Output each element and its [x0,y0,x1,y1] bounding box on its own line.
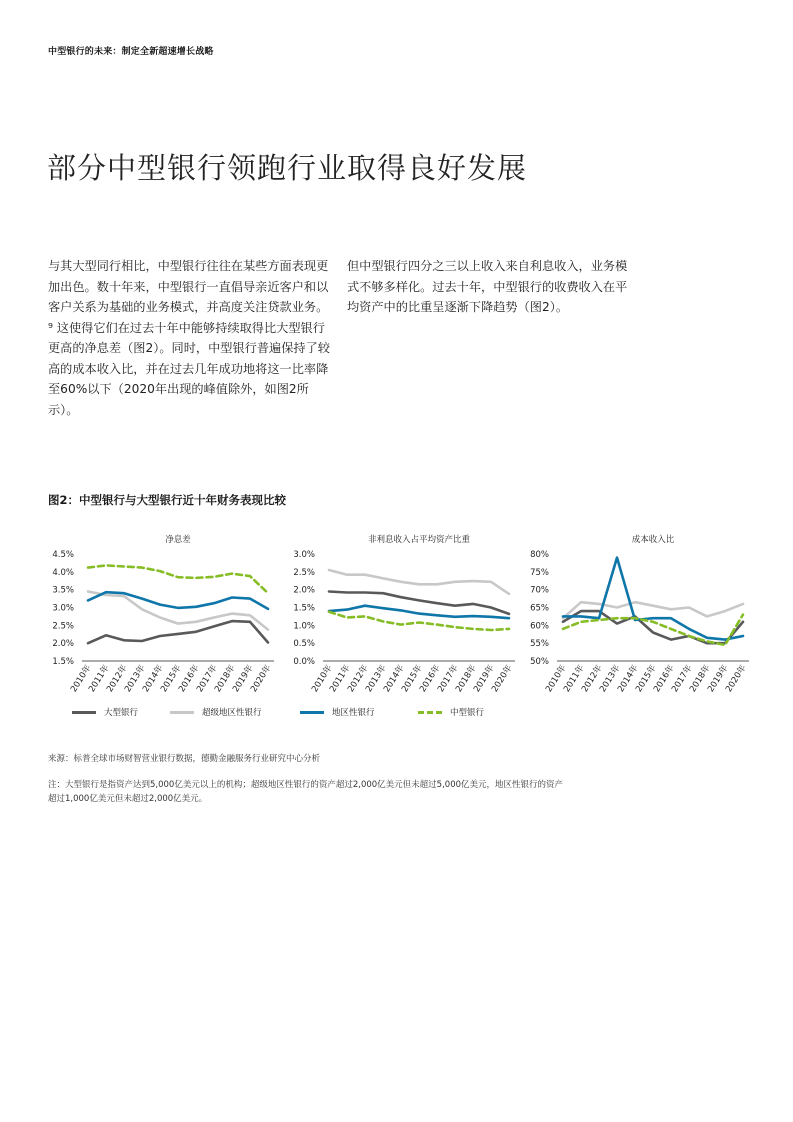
series-line-2 [329,606,509,619]
chart-nonint-svg [289,532,529,697]
x-tick-label: 2014年 [141,663,166,695]
x-tick-label: 2017年 [436,663,461,695]
chart-cost-svg [523,532,763,697]
x-tick-label: 2011年 [562,663,587,695]
x-tick-label: 2019年 [472,663,497,695]
x-tick-label: 2018年 [688,663,713,695]
chart-nim-svg [48,532,288,697]
x-tick-label: 2013年 [598,663,623,695]
y-tick-label: 1.0% [293,621,315,632]
chart-net-interest-margin [48,532,288,697]
legend-label: 地区性银行 [332,708,375,718]
x-tick-label: 2015年 [634,663,659,695]
y-tick-label: 70% [530,585,549,596]
x-tick-label: 2011年 [87,663,112,695]
x-tick-label: 2018年 [454,663,479,695]
y-tick-label: 2.5% [52,621,74,632]
x-tick-label: 2012年 [580,663,605,695]
x-tick-label: 2013年 [364,663,389,695]
y-tick-label: 2.5% [293,567,315,578]
y-tick-label: 4.0% [52,567,74,578]
body-text-left: 与其大型同行相比，中型银行往往在某些方面表现更加出色。数十年来，中型银行一直倡导亲近客户和以客户关系为基础的业务模式，并高度关注贷款业务。⁹ 这使得它们在过去十年中能够持续取得比大型银行更高的净息差（图2）。同时，中型银行普遍保持了较高的成本收入比，并在过去几年成功地将这一比率降至60%以下（2020年出现的峰值除外，如图2所示）。 [48,259,330,417]
y-tick-label: 2.0% [293,585,315,596]
legend-label: 超级地区性银行 [202,708,262,718]
legend-item-midsize [418,706,484,718]
series-line-1 [329,570,509,594]
x-tick-label: 2016年 [177,663,202,695]
y-tick-label: 50% [530,657,549,667]
x-tick-label: 2019年 [706,663,731,695]
legend-label: 大型银行 [104,708,139,718]
legend-swatch-super-regional [170,711,194,714]
y-tick-label: 1.5% [293,603,315,614]
legend-swatch-large [72,711,96,714]
running-header: 中型银行的未来：制定全新超速增长战略 [48,47,214,57]
y-tick-label: 3.5% [52,585,74,596]
y-tick-label: 55% [530,639,549,650]
y-tick-label: 0.0% [293,657,315,667]
x-tick-label: 2014年 [616,663,641,695]
y-tick-label: 80% [530,550,549,560]
figure-title: 图2：中型银行与大型银行近十年财务表现比较 [48,493,286,507]
legend-swatch-midsize [418,711,442,714]
series-line-2 [563,558,743,640]
series-line-0 [329,592,509,614]
legend-label: 中型银行 [450,708,485,718]
x-tick-label: 2017年 [195,663,220,695]
legend-swatch-regional [300,711,324,714]
y-tick-label: 60% [530,621,549,632]
legend-item-large-banks [72,706,138,718]
page-title: 部分中型银行领跑行业取得良好发展 [47,151,528,185]
x-tick-label: 2015年 [159,663,184,695]
y-tick-label: 3.0% [293,550,315,560]
x-tick-label: 2016年 [418,663,443,695]
body-text-right: 但中型银行四分之三以上收入来自利息收入，业务模式不够多样化。过去十年，中型银行的收费收入在平均资产中的比重呈逐渐下降趋势（图2）。 [347,259,628,314]
y-tick-label: 65% [530,603,549,614]
x-tick-label: 2013年 [123,663,148,695]
y-tick-label: 3.0% [52,603,74,614]
x-tick-label: 2010年 [310,663,335,695]
x-tick-label: 2015年 [400,663,425,695]
series-line-3 [88,565,268,593]
x-tick-label: 2020年 [490,663,515,695]
x-tick-label: 2016年 [652,663,677,695]
chart-cost-income [523,532,763,697]
x-tick-label: 2010年 [544,663,569,695]
x-tick-label: 2019年 [231,663,256,695]
y-tick-label: 75% [530,567,549,578]
x-tick-label: 2014年 [382,663,407,695]
x-tick-label: 2011年 [328,663,353,695]
chart-title: 成本收入比 [631,535,675,545]
x-tick-label: 2012年 [105,663,130,695]
y-tick-label: 4.5% [52,550,74,560]
legend-item-super-regional [170,706,262,718]
x-tick-label: 2020年 [724,663,749,695]
x-tick-label: 2020年 [249,663,274,695]
chart-title: 净息差 [165,535,191,545]
x-tick-label: 2017年 [670,663,695,695]
source-note: 来源：标普全球市场财智营业银行数据，德勤金融服务行业研究中心分析 [48,754,321,764]
x-tick-label: 2012年 [346,663,371,695]
chart-legend [72,706,592,722]
y-tick-label: 1.5% [52,657,74,667]
y-tick-label: 0.5% [293,639,315,650]
x-tick-label: 2018年 [213,663,238,695]
y-tick-label: 2.0% [52,639,74,650]
footnote: 注：大型银行是指资产达到5,000亿美元以上的机构；超级地区性银行的资产超过2,000亿美元但未超过5,000亿美元，地区性银行的资产超过1,000亿美元但未超过2,000亿美元。 [48,780,564,804]
legend-item-regional [300,706,375,718]
chart-noninterest-income [289,532,529,697]
chart-title: 非利息收入占平均资产比重 [367,535,471,545]
x-tick-label: 2010年 [69,663,94,695]
